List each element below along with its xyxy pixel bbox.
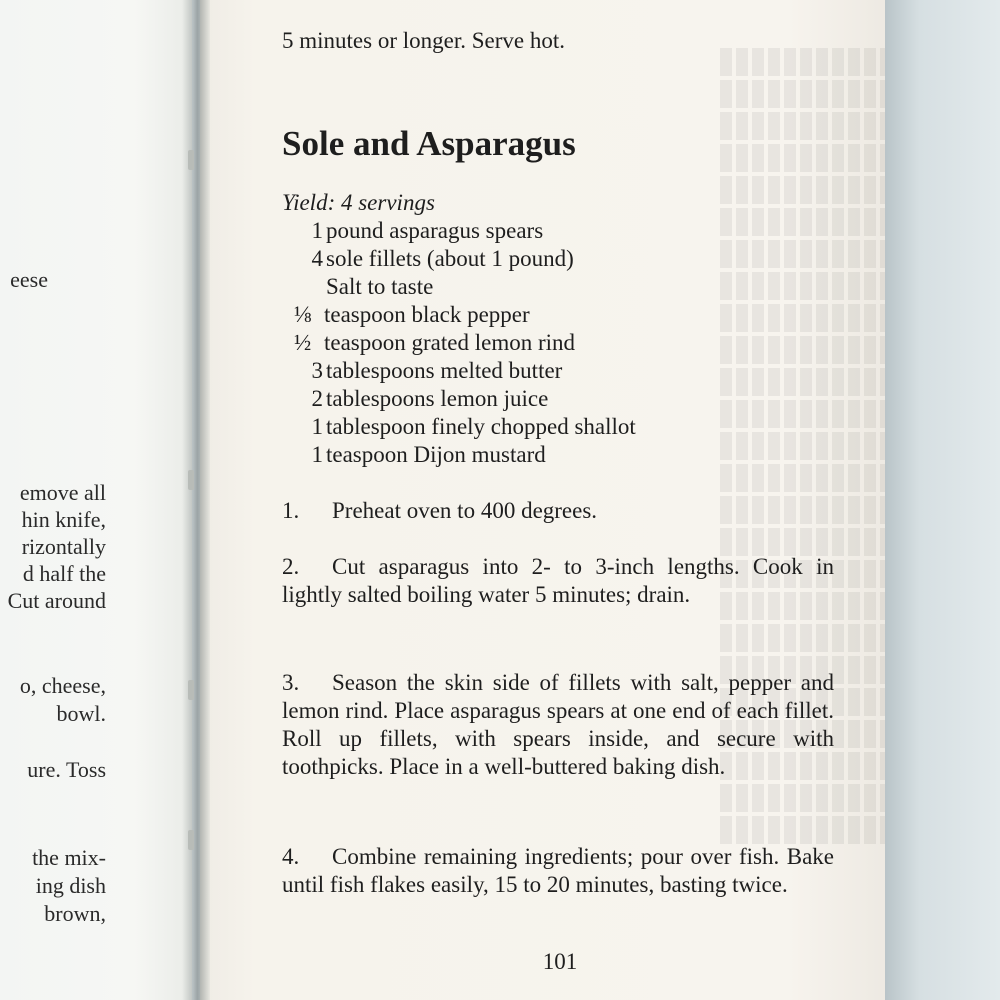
left-page-text-fragment: hin knife, bbox=[21, 507, 106, 532]
binding-stitch bbox=[188, 150, 194, 170]
left-page-text-fragment: d half the bbox=[22, 561, 106, 586]
left-page-text-fragment: eese bbox=[10, 267, 48, 292]
step-number: 1. bbox=[282, 498, 300, 523]
instruction-step bbox=[282, 553, 834, 609]
recipe-title: Sole and Asparagus bbox=[282, 124, 576, 163]
left-page-text-fragment: rizontally bbox=[21, 534, 106, 559]
instruction-step bbox=[282, 669, 834, 781]
instruction-step bbox=[282, 843, 834, 899]
left-page-text-fragment: brown, bbox=[44, 901, 106, 926]
page-number: 101 bbox=[542, 949, 578, 974]
step-text: Preheat oven to 400 degrees. bbox=[332, 498, 598, 523]
ingredient-item bbox=[282, 441, 636, 469]
step-number: 2. bbox=[282, 554, 300, 579]
left-page-text-fragment: the mix- bbox=[32, 845, 106, 870]
book-gutter bbox=[182, 0, 210, 1000]
ingredient-item bbox=[282, 273, 636, 301]
ingredient-item bbox=[282, 217, 636, 245]
ingredient-text: tablespoon finely chopped shallot bbox=[326, 414, 636, 439]
binding-stitch bbox=[188, 830, 194, 850]
ingredient-item bbox=[282, 413, 636, 441]
ingredient-quantity: 2 bbox=[311, 386, 323, 411]
ingredient-text: tablespoons melted butter bbox=[326, 358, 563, 383]
ingredient-text: teaspoon grated lemon rind bbox=[324, 330, 576, 355]
ingredient-quantity: 1 bbox=[311, 414, 323, 439]
carryover-text: 5 minutes or longer. Serve hot. bbox=[282, 28, 565, 53]
ingredient-text: teaspoon black pepper bbox=[324, 302, 530, 327]
binding-stitch bbox=[188, 680, 194, 700]
binding-stitch bbox=[188, 470, 194, 490]
step-number: 4. bbox=[282, 844, 300, 869]
ingredient-quantity: 4 bbox=[311, 246, 323, 271]
ingredient-item bbox=[282, 245, 636, 273]
ingredient-quantity: 1 bbox=[311, 218, 323, 243]
ingredient-quantity: 1 bbox=[311, 442, 323, 467]
left-page-text-fragment: o, cheese, bbox=[19, 673, 106, 698]
ingredient-item bbox=[282, 329, 636, 357]
left-page-text-fragment: ing dish bbox=[35, 873, 106, 898]
left-page-text-fragment: ure. Toss bbox=[27, 757, 106, 782]
ingredient-list bbox=[282, 217, 636, 469]
ingredient-text: tablespoons lemon juice bbox=[326, 386, 549, 411]
step-number: 3. bbox=[282, 670, 300, 695]
ingredient-quantity: ½ bbox=[294, 330, 312, 355]
step-text: Season the skin side of fillets with salt, pepper and lemon rind. Place asparagus spears at one end of each fillet. Roll up fillets, with spears inside, and secure with toothpicks. Place in a well-buttered baking dish. bbox=[282, 670, 834, 779]
left-page-text-fragment: Cut around bbox=[7, 588, 106, 613]
instruction-step bbox=[282, 497, 834, 525]
ingredient-quantity bbox=[282, 273, 326, 301]
ingredient-text: pound asparagus spears bbox=[326, 218, 544, 243]
left-page bbox=[0, 0, 192, 1000]
step-text: Cut asparagus into 2- to 3-inch lengths. Cook in lightly salted boiling water 5 minutes; drain. bbox=[282, 554, 834, 607]
ingredient-quantity: 3 bbox=[311, 358, 323, 383]
ingredient-item bbox=[282, 385, 636, 413]
ingredient-item bbox=[282, 301, 636, 329]
left-page-text-fragment: emove all bbox=[19, 480, 106, 505]
step-text: Combine remaining ingredients; pour over fish. Bake until fish flakes easily, 15 to 20 minutes, basting twice. bbox=[282, 844, 834, 897]
recipe-yield: Yield: 4 servings bbox=[282, 190, 435, 215]
ingredient-text: teaspoon Dijon mustard bbox=[326, 442, 546, 467]
ingredient-item bbox=[282, 357, 636, 385]
ingredient-text: sole fillets (about 1 pound) bbox=[326, 246, 574, 271]
page-edge-shadow bbox=[885, 0, 1000, 1000]
ingredient-quantity: ⅛ bbox=[294, 302, 312, 327]
ingredient-text: Salt to taste bbox=[326, 274, 434, 299]
left-page-text-fragment: bowl. bbox=[56, 701, 106, 726]
